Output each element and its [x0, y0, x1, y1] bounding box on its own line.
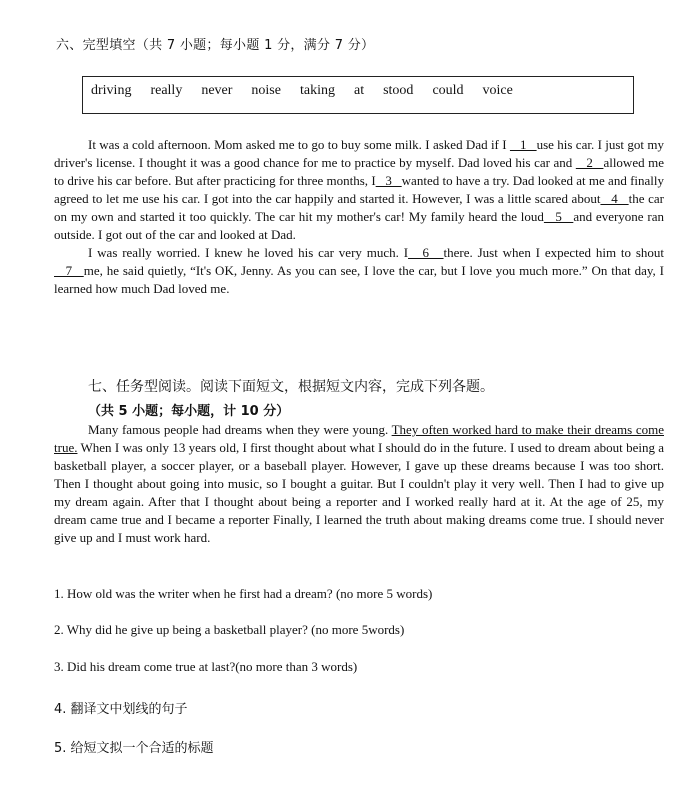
- word-bank-box: [82, 76, 634, 114]
- cloze-paragraph-1: [54, 136, 664, 244]
- blank-3: 3: [375, 173, 402, 188]
- passage-text: use his car. I just got my driver's license. I thought it was a good chance for me to practice by myself. Dad loved his car and: [54, 137, 664, 170]
- word-bank-item: noise: [251, 83, 281, 98]
- word-bank-item: driving: [91, 83, 132, 98]
- question-5: 5. 给短文拟一个合适的标题: [54, 741, 214, 756]
- word-bank-item: stood: [383, 83, 414, 98]
- passage-text: allowed me to drive his car before. But after practicing for three months, I: [54, 155, 664, 188]
- passage-text: and everyone ran outside. I got out of the car and looked at Dad.: [54, 209, 664, 242]
- word-bank-item: really: [150, 83, 183, 98]
- passage-text: me, he said quietly, “It's OK, Jenny. As you can see, I love the car, but I love you much more.” On that day, I learned how much Dad loved me.: [54, 263, 664, 296]
- word-bank-item: taking: [299, 83, 335, 98]
- word-bank-item: voice: [482, 83, 513, 98]
- question-1: 1. How old was the writer when he first had a dream? (no more 5 words): [54, 586, 433, 601]
- word-bank-item: at: [353, 83, 365, 98]
- passage-text: When I was only 13 years old, I first thought about what I should do in the future. I used to dream about being a basketball player, a soccer player, or a baseball player. However, I gave up these dreams because I was too short. Then I thought about going into music, so I bought a guitar. But I couldn't play it very well. Then I had to give up my dream again. After that I thought about being a reporter and I worked really hard at it. At the age of 25, my dream came true and I became a reporter Finally, I learned the truth about making dreams come true. I should never give up and I must work hard.: [54, 440, 664, 545]
- blank-5: 5: [543, 209, 574, 224]
- reading-passage: [54, 421, 664, 547]
- passage-text: Many famous people had dreams when they were young.: [88, 422, 392, 437]
- passage-text: there. Just when I expected him to shout: [443, 245, 665, 260]
- question-4: 4. 翻译文中划线的句子: [54, 702, 188, 717]
- blank-7: 7: [54, 263, 84, 278]
- cloze-passage: [54, 136, 664, 298]
- passage-text: the car on my own and started it too quickly. The car hit my mother's car! My family heard the loud: [54, 191, 664, 224]
- reading-paragraph: [54, 421, 664, 547]
- section-7-heading: 七、任务型阅读。阅读下面短文，根据短文内容，完成下列各题。: [88, 379, 494, 395]
- cloze-paragraph-2: [54, 244, 664, 298]
- passage-text: wanted to have a try. Dad looked at me and finally agreed to let me use his car. I got into the car happily and started it. However, I was a little scared about: [54, 173, 665, 206]
- underlined-sentence: They often worked hard to make their dreams come true.: [54, 422, 664, 455]
- question-3: 3. Did his dream come true at last?(no more than 3 words): [54, 659, 358, 674]
- question-2: 2. Why did he give up being a basketball player? (no more 5words): [54, 622, 405, 637]
- word-bank-item: never: [201, 83, 233, 98]
- passage-text: I was really worried. I knew he loved his car very much. I: [88, 245, 409, 260]
- blank-1: 1: [509, 137, 537, 152]
- word-bank-item: could: [432, 83, 464, 98]
- blank-4: 4: [600, 191, 629, 206]
- section-6-heading: 六、完型填空（共 7 小题；每小题 1 分，满分 7 分）: [56, 38, 375, 53]
- blank-2: 2: [575, 155, 604, 170]
- passage-text: It was a cold afternoon. Mom asked me to go to buy some milk. I asked Dad if I: [88, 137, 510, 152]
- blank-6: 6: [408, 245, 444, 260]
- section-7-subheading: （共 5 小题；每小题，计 10 分）: [88, 404, 290, 419]
